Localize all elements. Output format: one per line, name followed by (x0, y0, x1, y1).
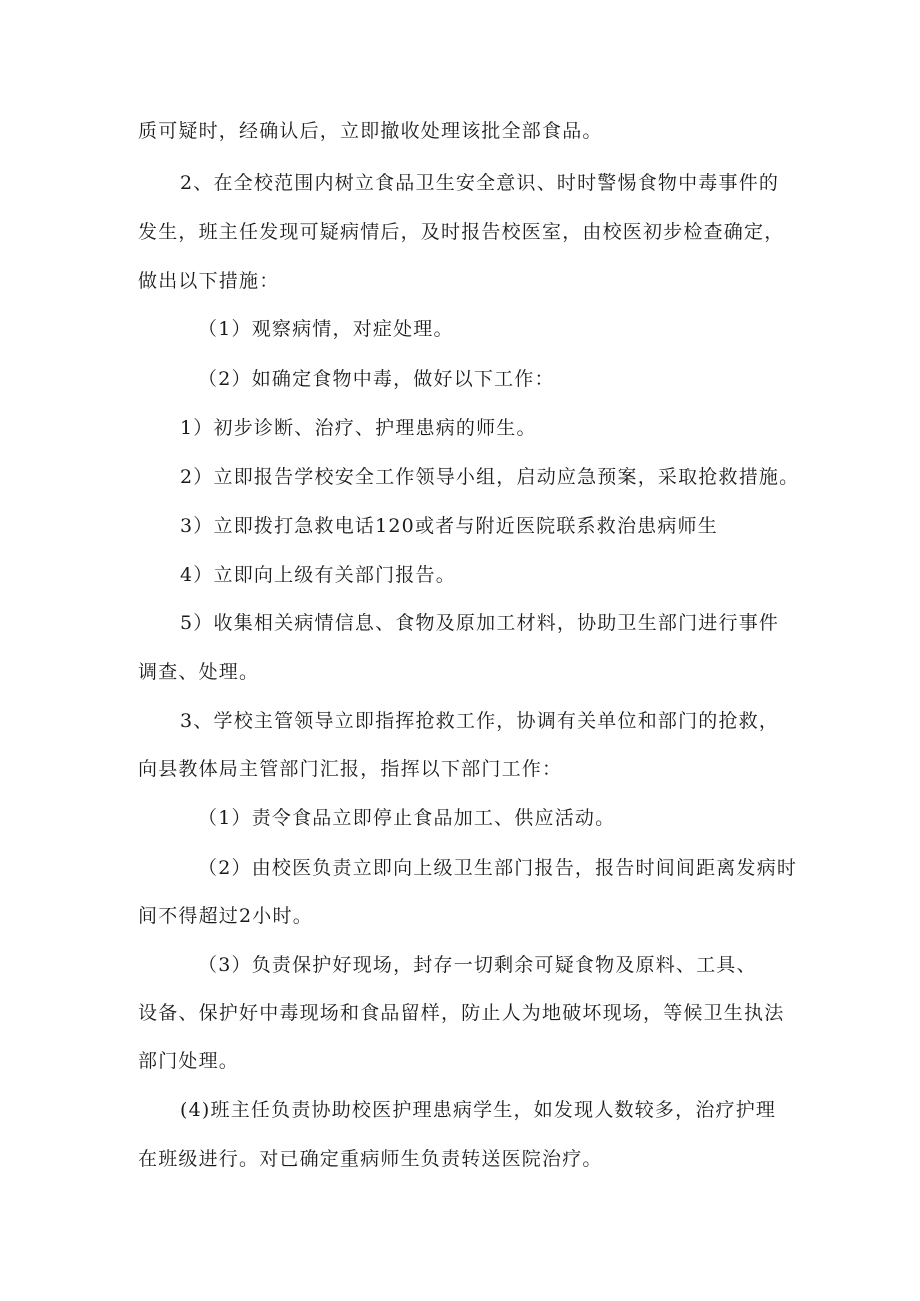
text-line: 在班级进行。对已确定重病师生负责转送医院治疗。 (138, 1148, 603, 1170)
text-line: 2）立即报告学校安全工作领导小组，启动应急预案，采取抢救措施。 (180, 466, 800, 488)
text-line: (4)班主任负责协助校医护理患病学生，如发现人数较多，治疗护理 (180, 1099, 777, 1121)
text-line: （2）由校医负责立即向上级卫生部门报告，报告时间间距离发病时 (198, 857, 798, 879)
text-line: 部门处理。 (138, 1050, 240, 1072)
text-line: 设备、保护好中毒现场和食品留样，防止人为地破坏现场，等候卫生执法 (138, 1002, 785, 1024)
text-line: 3、学校主管领导立即指挥抢救工作，协调有关单位和部门的抢救， (180, 710, 780, 732)
text-line: 5）收集相关病情信息、食物及原加工材料，协助卫生部门进行事件 (180, 612, 780, 634)
text-line: 做出以下措施： (138, 270, 280, 292)
text-line: （3）负责保护好现场，封存一切剩余可疑食物及原料、工具、 (198, 954, 757, 976)
text-line: 2、在全校范围内树立食品卫生安全意识、时时警惕食物中毒事件的 (180, 172, 780, 194)
text-line: 调查、处理。 (138, 661, 260, 683)
text-line: （1）责令食品立即停止食品加工、供应活动。 (198, 807, 616, 829)
text-line: 4）立即向上级有关部门报告。 (180, 564, 456, 586)
text-line: 3）立即拨打急救电话120或者与附近医院联系救治患病师生 (180, 515, 718, 537)
text-line: 1）初步诊断、治疗、护理患病的师生。 (180, 417, 537, 439)
text-line: 间不得超过2小时。 (138, 905, 313, 927)
text-line: （1）观察病情，对症处理。 (198, 318, 454, 340)
text-line: 质可疑时，经确认后，立即撤收处理该批全部食品。 (138, 120, 603, 142)
text-line: （2）如确定食物中毒，做好以下工作： (198, 368, 555, 390)
text-line: 向县教体局主管部门汇报，指挥以下部门工作： (138, 758, 563, 780)
text-line: 发生，班主任发现可疑病情后，及时报告校医室，由校医初步检查确定， (138, 221, 785, 243)
